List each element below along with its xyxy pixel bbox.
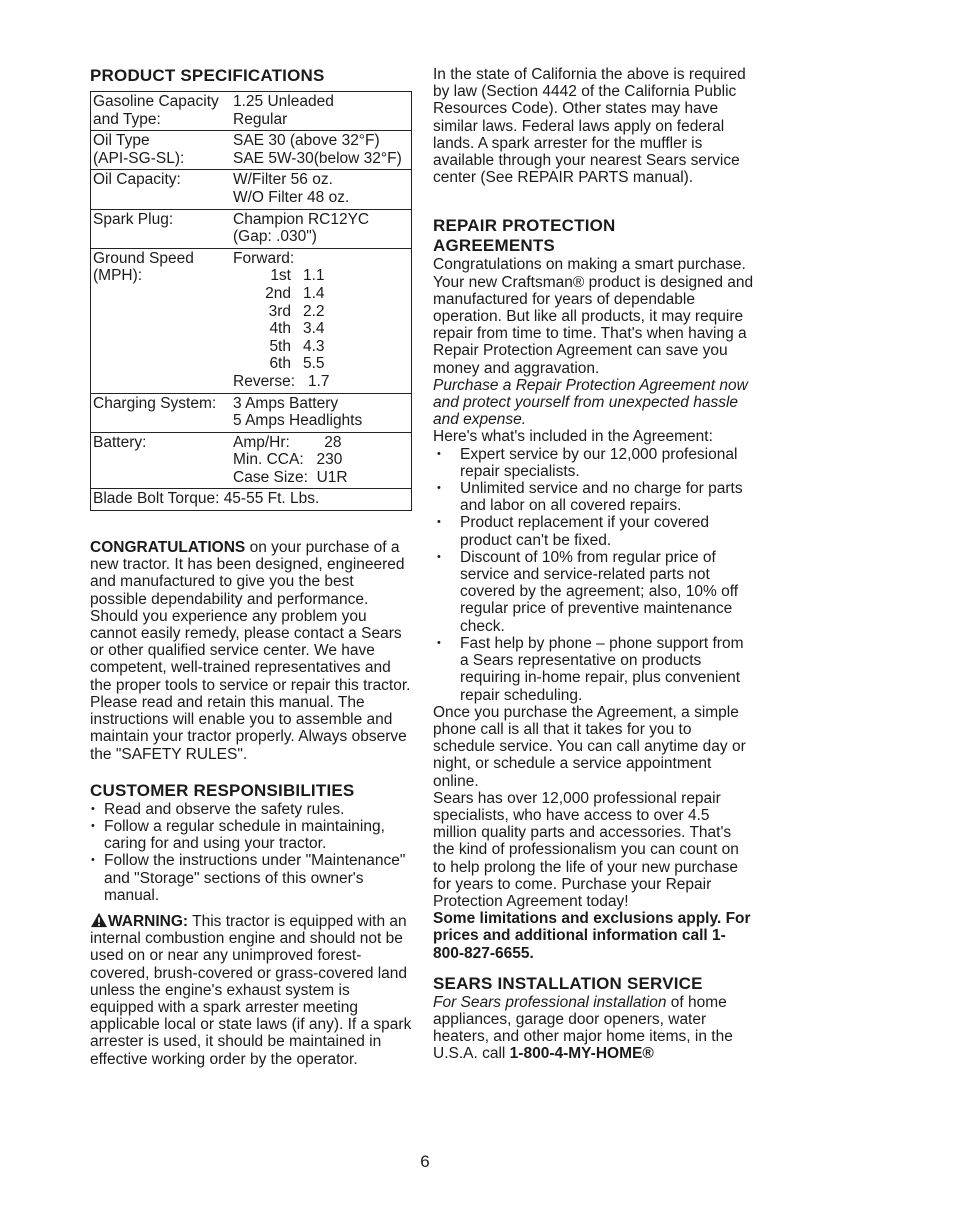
gear-speed: 4.3 — [303, 337, 325, 355]
list-item: • Fast help by phone – phone support from a Sears representative on products requiring in-home repair, plus convenient repair scheduling. — [433, 635, 755, 704]
spec-row-ground-speed — [91, 248, 412, 393]
rpa-limitations-paragraph: Some limitations and exclusions apply. For prices and additional information call 1-800-827-6655. — [433, 910, 751, 962]
customer-responsibilities-heading: CUSTOMER RESPONSIBILITIES — [90, 780, 355, 800]
gear-label: 4th — [269, 320, 291, 338]
battery-key: Min. CCA: — [233, 451, 304, 469]
spec-label: Spark Plug: — [93, 210, 174, 228]
blade-bolt-torque: Blade Bolt Torque: 45-55 Ft. Lbs. — [93, 490, 320, 508]
battery-key: Amp/Hr: — [233, 433, 290, 451]
battery-line — [233, 469, 411, 487]
warning-text: This tractor is equipped with an internal combustion engine and should not be used on or near any unimproved forest-covered, brush-covered or grass-covered land unless the engine's exhaust system is equipped with a spark arrester meeting applicable local or state laws (if any). If a spark arrester is used, it should be maintained in effective working order by the operator. — [90, 912, 412, 1068]
spec-value: Regular — [233, 110, 288, 128]
gear-label: 1st — [270, 267, 291, 285]
gear-speed: 5.5 — [303, 355, 325, 373]
spec-value: 1.25 Unleaded — [233, 93, 334, 110]
reverse-speed: 1.7 — [307, 372, 330, 390]
congratulations-text: on your purchase of a new tractor. It has been designed, engineered and manufactured to give you the best possible dependability and performance. — [90, 539, 405, 608]
installation-paragraph — [433, 994, 755, 1063]
gear-row — [233, 285, 411, 303]
spec-label: (MPH): — [93, 267, 143, 285]
spec-row-charging — [91, 393, 412, 432]
gear-speed: 1.4 — [303, 284, 325, 302]
battery-line — [233, 451, 411, 469]
specifications-table — [90, 91, 412, 511]
spec-label: (API-SG-SL): — [93, 149, 185, 167]
spec-label: and Type: — [93, 110, 161, 128]
congratulations-lead: CONGRATULATIONS — [90, 539, 246, 557]
spec-row-spark-plug — [91, 209, 412, 248]
left-column — [90, 66, 412, 1068]
reverse-row — [233, 373, 411, 391]
list-item: • Discount of 10% from regular price of service and service-related parts not covered by the agreement; also, 10% off regular price of preventive maintenance check. — [433, 549, 755, 635]
installation-text: of home appliances, garage door openers, water heaters, and other major home items, in the U.S.A. call — [433, 993, 733, 1063]
spec-label: Oil Type — [93, 132, 150, 150]
spec-label: Oil Capacity: — [93, 171, 181, 189]
rpa-included-paragraph: Here's what's included in the Agreement: — [433, 428, 713, 446]
reverse-label: Reverse: — [233, 372, 296, 390]
gear-row — [233, 355, 411, 373]
product-specifications-heading: PRODUCT SPECIFICATIONS — [90, 66, 325, 85]
page-number: 6 — [420, 1152, 430, 1171]
rpa-benefits-list — [433, 446, 755, 704]
spec-value: Champion RC12YC — [233, 210, 370, 228]
rpa-italic-paragraph: Purchase a Repair Protection Agreement now and protect yourself from unexpected hassle and expense. — [433, 376, 748, 429]
spec-row-oil-type — [91, 131, 412, 170]
rpa-intro-paragraph: Congratulations on making a smart purchase. Your new Craftsman® product is designed and manufactured for years of dependable operation. But like all products, it may require repair from time to time. That's when having a Repair Protection Agreement can save you money and aggravation. — [433, 256, 754, 377]
heading-line: REPAIR PROTECTION — [433, 216, 616, 236]
list-item: • Read and observe the safety rules. — [90, 801, 412, 818]
heading-line: AGREEMENTS — [433, 236, 555, 256]
gear-speed: 3.4 — [303, 320, 325, 338]
gear-row — [233, 320, 411, 338]
spec-label: Battery: — [93, 433, 147, 451]
spec-row-blade-bolt — [91, 489, 412, 511]
spec-value: W/O Filter 48 oz. — [233, 188, 350, 206]
spec-value: SAE 5W-30(below 32°F) — [233, 149, 402, 167]
list-item: • Unlimited service and no charge for parts and labor on all covered repairs. — [433, 480, 755, 514]
spec-value: W/Filter 56 oz. — [233, 171, 333, 189]
warning-paragraph — [90, 912, 412, 1068]
battery-value: 230 — [316, 451, 343, 469]
gear-label: 3rd — [268, 302, 291, 320]
gear-row — [233, 338, 411, 356]
list-item: • Follow the instructions under "Maintenance" and "Storage" sections of this owner's manual. — [90, 852, 412, 904]
gear-label: 5th — [269, 337, 291, 355]
spec-label: Ground Speed — [93, 249, 194, 267]
spec-value: Forward: — [233, 249, 295, 267]
rpa-sears-paragraph: Sears has over 12,000 professional repair specialists, who have access to over 4.5 million quality parts and accessories. That's the kind of professionalism you can count on to help prolong the life of your new purchase for years to come. Purchase your Repair Protection Agreement today! — [433, 789, 739, 910]
warning-triangle-icon — [90, 912, 108, 928]
gear-label: 2nd — [265, 284, 291, 302]
rpa-once-paragraph: Once you purchase the Agreement, a simple phone call is all that it takes for you to schedule service. You can call anytime day or night, or schedule a service appointment online. — [433, 703, 746, 790]
please-paragraph: Please read and retain this manual. The instructions will enable you to assemble and maintain your tractor properly. Always observe the "SAFETY RULES". — [90, 693, 407, 763]
spec-label: Charging System: — [93, 394, 217, 412]
gear-row — [233, 267, 411, 285]
california-paragraph: In the state of California the above is required by law (Section 4442 of the California Public Resources Code). Other states may have similar laws. Federal laws apply on federal lands. A spark arrester for the muffler is available through your nearest Sears service center (See REPAIR PARTS manual). — [433, 66, 746, 187]
battery-line — [233, 434, 411, 452]
spec-value: SAE 30 (above 32°F) — [233, 132, 380, 150]
right-column — [433, 66, 755, 1063]
battery-value: U1R — [316, 468, 348, 486]
spec-value: (Gap: .030") — [233, 228, 317, 246]
gear-speed: 1.1 — [303, 267, 325, 285]
spec-row-gasoline — [91, 92, 412, 131]
repair-protection-heading — [433, 216, 755, 256]
gear-row — [233, 303, 411, 321]
installation-italic: For Sears professional installation — [433, 993, 667, 1011]
list-item: • Expert service by our 12,000 profesional repair specialists. — [433, 446, 755, 480]
spec-value: 5 Amps Headlights — [233, 412, 363, 430]
battery-key: Case Size: — [233, 468, 308, 486]
customer-responsibilities-list — [90, 801, 412, 904]
list-item: • Follow a regular schedule in maintaining, caring for and using your tractor. — [90, 818, 412, 852]
congratulations-paragraph — [90, 539, 412, 608]
gear-label: 6th — [269, 355, 291, 373]
spec-row-battery — [91, 432, 412, 489]
spec-value: 3 Amps Battery — [233, 394, 339, 412]
battery-value: 28 — [324, 433, 342, 451]
gear-speed: 2.2 — [303, 302, 325, 320]
spec-row-oil-capacity — [91, 170, 412, 209]
warning-label: WARNING: — [108, 912, 189, 930]
list-item: • Product replacement if your covered product can't be fixed. — [433, 514, 755, 548]
installation-phone: 1-800-4-MY-HOME® — [509, 1045, 654, 1063]
installation-service-heading: SEARS INSTALLATION SERVICE — [433, 973, 703, 993]
should-paragraph: Should you experience any problem you cannot easily remedy, please contact a Sears or other qualified service center. We have competent, well-trained representatives and the proper tools to service or repair this tractor. — [90, 607, 411, 694]
spec-label: Gasoline Capacity — [93, 93, 219, 110]
